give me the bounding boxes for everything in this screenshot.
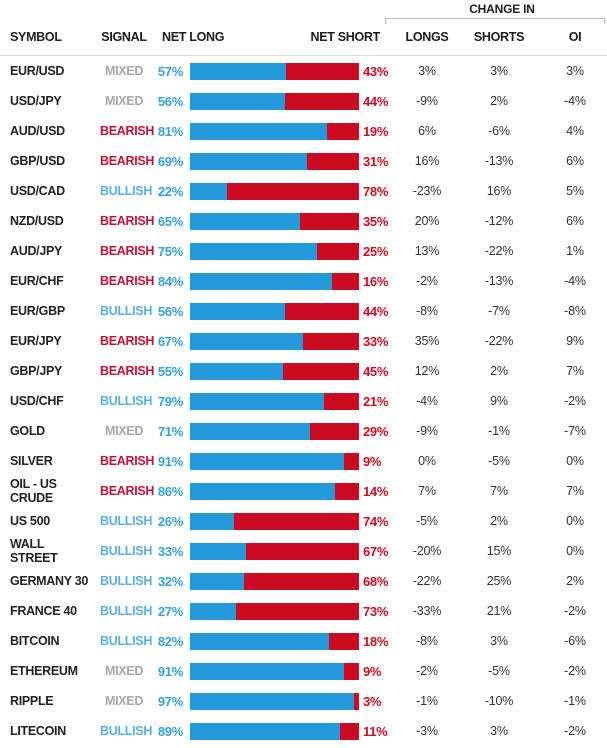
- symbol-link[interactable]: USD/JPY: [10, 94, 62, 108]
- net-short-value: 67%: [363, 543, 389, 559]
- signal-label: BULLISH: [100, 514, 153, 528]
- net-short-value: 19%: [363, 123, 389, 139]
- symbol-link[interactable]: NZD/USD: [10, 214, 64, 228]
- symbol-link[interactable]: SILVER: [10, 454, 53, 468]
- change-shorts-value: 16%: [486, 184, 512, 198]
- net-short-value: 43%: [363, 63, 389, 79]
- table-row[interactable]: [10, 206, 607, 236]
- change-longs-value: -4%: [416, 394, 438, 408]
- net-short-value: 29%: [363, 423, 389, 439]
- sentiment-bar: [190, 333, 359, 350]
- change-oi-value: -2%: [564, 724, 586, 738]
- net-long-value: 32%: [157, 573, 183, 589]
- change-longs-value: -20%: [412, 544, 442, 558]
- sentiment-bar: [190, 273, 359, 290]
- long-bar-segment: [190, 363, 283, 380]
- change-shorts-value: -5%: [488, 454, 510, 468]
- net-long-value: 71%: [157, 423, 183, 439]
- net-long-value: 69%: [157, 153, 183, 169]
- signal-label: BEARISH: [100, 274, 155, 288]
- change-longs-value: -9%: [416, 94, 438, 108]
- table-row[interactable]: [10, 566, 607, 596]
- long-bar-segment: [190, 723, 340, 740]
- symbol-link[interactable]: BITCOIN: [10, 634, 60, 648]
- net-long-value: 75%: [157, 243, 183, 259]
- change-oi-value: 5%: [566, 184, 584, 198]
- net-long-value: 82%: [157, 633, 183, 649]
- change-oi-value: 2%: [566, 574, 584, 588]
- signal-label: BEARISH: [100, 484, 155, 498]
- change-shorts-value: 2%: [490, 514, 508, 528]
- change-shorts-value: -1%: [488, 424, 510, 438]
- net-long-value: 91%: [157, 453, 183, 469]
- long-bar-segment: [190, 63, 286, 80]
- net-long-value: 57%: [157, 63, 183, 79]
- sentiment-bar: [190, 243, 359, 260]
- sentiment-bar: [190, 633, 359, 650]
- change-shorts-value: 3%: [490, 634, 508, 648]
- short-bar-segment: [327, 123, 359, 140]
- table-row[interactable]: [10, 296, 607, 326]
- change-oi-value: -2%: [564, 394, 586, 408]
- change-oi-value: 7%: [566, 484, 584, 498]
- change-longs-value: 6%: [418, 124, 436, 138]
- long-bar-segment: [190, 213, 300, 230]
- change-oi-value: -2%: [564, 604, 586, 618]
- table-row[interactable]: [10, 716, 607, 746]
- table-row[interactable]: [10, 506, 607, 536]
- short-bar-segment: [234, 513, 359, 530]
- signal-label: BULLISH: [100, 634, 153, 648]
- long-bar-segment: [190, 423, 310, 440]
- column-header-net-long: NET LONG: [162, 30, 225, 44]
- change-shorts-value: -7%: [488, 304, 510, 318]
- signal-label: MIXED: [104, 64, 144, 78]
- signal-label: MIXED: [104, 424, 144, 438]
- long-bar-segment: [190, 633, 329, 650]
- table-row[interactable]: [10, 386, 607, 416]
- change-shorts-value: 21%: [486, 604, 512, 618]
- signal-label: BULLISH: [100, 604, 153, 618]
- change-oi-value: -4%: [564, 274, 586, 288]
- sentiment-bar: [190, 63, 359, 80]
- symbol-link[interactable]: AUD/JPY: [10, 244, 63, 258]
- column-header-net-short: NET SHORT: [310, 30, 380, 44]
- symbol-link[interactable]: EUR/GBP: [10, 304, 65, 318]
- column-header-change-longs: LONGS: [405, 30, 449, 44]
- net-long-value: 26%: [157, 513, 183, 529]
- table-row[interactable]: [10, 446, 607, 476]
- long-bar-segment: [190, 153, 307, 170]
- change-longs-value: -9%: [416, 424, 438, 438]
- short-bar-segment: [303, 333, 359, 350]
- signal-label: MIXED: [104, 664, 144, 678]
- change-oi-value: -4%: [564, 94, 586, 108]
- column-header-signal: SIGNAL: [101, 30, 147, 44]
- short-bar-segment: [310, 423, 359, 440]
- short-bar-segment: [317, 243, 359, 260]
- short-bar-segment: [283, 363, 359, 380]
- change-longs-value: 16%: [414, 154, 440, 168]
- symbol-link[interactable]: USD/CHF: [10, 394, 64, 408]
- change-shorts-value: 2%: [490, 364, 508, 378]
- sentiment-bar: [190, 573, 359, 590]
- change-longs-value: -1%: [416, 694, 438, 708]
- table-row[interactable]: [10, 56, 607, 86]
- net-short-value: 11%: [363, 723, 388, 739]
- long-bar-segment: [190, 513, 234, 530]
- symbol-link[interactable]: EUR/CHF: [10, 274, 64, 288]
- table-row[interactable]: [10, 626, 607, 656]
- signal-label: BULLISH: [100, 304, 153, 318]
- sentiment-bar: [190, 483, 359, 500]
- symbol-link[interactable]: EUR/JPY: [10, 334, 62, 348]
- long-bar-segment: [190, 543, 246, 560]
- symbol-link[interactable]: AUD/USD: [10, 124, 65, 138]
- sentiment-bar: [190, 543, 359, 560]
- table-row[interactable]: [10, 656, 607, 686]
- symbol-link[interactable]: RIPPLE: [10, 694, 54, 708]
- change-longs-value: -2%: [416, 274, 438, 288]
- net-long-value: 55%: [157, 363, 183, 379]
- symbol-link[interactable]: OIL - US CRUDE: [10, 477, 57, 505]
- table-row[interactable]: [10, 416, 607, 446]
- change-oi-value: 9%: [566, 334, 584, 348]
- net-short-value: 35%: [363, 213, 389, 229]
- short-bar-segment: [246, 543, 359, 560]
- table-row[interactable]: [10, 176, 607, 206]
- table-row[interactable]: [10, 86, 607, 116]
- symbol-link[interactable]: EUR/USD: [10, 64, 65, 78]
- net-long-value: 79%: [157, 393, 183, 409]
- change-longs-value: 13%: [414, 244, 440, 258]
- signal-label: BEARISH: [100, 334, 155, 348]
- table-row[interactable]: [10, 596, 607, 626]
- signal-label: BEARISH: [100, 364, 155, 378]
- sentiment-bar: [190, 303, 359, 320]
- net-short-value: 16%: [363, 273, 389, 289]
- net-long-value: 33%: [157, 543, 183, 559]
- net-long-value: 65%: [157, 213, 183, 229]
- sentiment-bar: [190, 363, 359, 380]
- net-short-value: 14%: [363, 483, 389, 499]
- change-longs-value: 7%: [418, 484, 436, 498]
- short-bar-segment: [344, 453, 359, 470]
- change-oi-value: 7%: [566, 364, 584, 378]
- long-bar-segment: [190, 93, 285, 110]
- change-in-label: CHANGE IN: [469, 2, 535, 16]
- change-longs-value: -5%: [416, 514, 438, 528]
- sentiment-rows: [10, 56, 607, 746]
- change-longs-value: 12%: [414, 364, 440, 378]
- change-longs-value: -8%: [416, 634, 438, 648]
- table-row[interactable]: [10, 236, 607, 266]
- sentiment-bar: [190, 603, 359, 620]
- long-bar-segment: [190, 603, 236, 620]
- long-bar-segment: [190, 573, 244, 590]
- net-long-value: 56%: [157, 93, 183, 109]
- change-longs-value: 35%: [414, 334, 440, 348]
- sentiment-bar: [190, 123, 359, 140]
- change-oi-value: 6%: [566, 154, 584, 168]
- change-oi-value: 4%: [566, 124, 584, 138]
- net-short-value: 45%: [363, 363, 389, 379]
- change-oi-value: -8%: [564, 304, 586, 318]
- table-row[interactable]: [10, 266, 607, 296]
- table-row[interactable]: [10, 146, 607, 176]
- table-row[interactable]: [10, 686, 607, 716]
- change-longs-value: -22%: [412, 574, 442, 588]
- short-bar-segment: [332, 273, 359, 290]
- change-shorts-value: -10%: [484, 694, 514, 708]
- short-bar-segment: [335, 483, 359, 500]
- symbol-link[interactable]: GOLD: [10, 424, 45, 438]
- signal-label: BEARISH: [100, 244, 155, 258]
- table-row[interactable]: [10, 326, 607, 356]
- signal-label: BULLISH: [100, 184, 153, 198]
- change-oi-value: 0%: [566, 544, 584, 558]
- net-short-value: 44%: [363, 93, 389, 109]
- short-bar-segment: [340, 723, 359, 740]
- sentiment-bar: [190, 423, 359, 440]
- long-bar-segment: [190, 123, 327, 140]
- sentiment-bar: [190, 393, 359, 410]
- net-short-value: 18%: [363, 633, 389, 649]
- net-short-value: 3%: [363, 693, 382, 709]
- sentiment-bar: [190, 183, 359, 200]
- signal-label: MIXED: [104, 694, 144, 708]
- change-shorts-value: -13%: [484, 154, 514, 168]
- net-long-value: 22%: [157, 183, 183, 199]
- symbol-link[interactable]: WALL STREET: [10, 537, 58, 565]
- short-bar-segment: [344, 663, 359, 680]
- symbol-link[interactable]: GBP/USD: [10, 154, 65, 168]
- change-longs-value: 20%: [414, 214, 440, 228]
- net-short-value: 9%: [363, 663, 382, 679]
- sentiment-bar: [190, 93, 359, 110]
- change-shorts-value: -5%: [488, 664, 510, 678]
- signal-label: BEARISH: [100, 154, 155, 168]
- change-longs-value: -2%: [416, 664, 438, 678]
- change-longs-value: -23%: [412, 184, 442, 198]
- net-short-value: 78%: [363, 183, 389, 199]
- signal-label: BULLISH: [100, 544, 153, 558]
- change-shorts-value: -22%: [484, 244, 514, 258]
- signal-label: BULLISH: [100, 394, 153, 408]
- net-short-value: 25%: [363, 243, 389, 259]
- net-long-value: 84%: [157, 273, 183, 289]
- change-longs-value: -33%: [412, 604, 442, 618]
- sentiment-bar: [190, 453, 359, 470]
- change-oi-value: -7%: [564, 424, 586, 438]
- change-shorts-value: -13%: [484, 274, 514, 288]
- change-oi-value: 0%: [566, 514, 584, 528]
- long-bar-segment: [190, 393, 324, 410]
- change-oi-value: 0%: [566, 454, 584, 468]
- table-header: [10, 0, 607, 56]
- long-bar-segment: [190, 273, 332, 290]
- net-short-value: 73%: [363, 603, 389, 619]
- signal-label: BULLISH: [100, 574, 153, 588]
- change-shorts-value: 9%: [490, 394, 508, 408]
- net-long-value: 27%: [157, 603, 183, 619]
- change-oi-value: -2%: [564, 664, 586, 678]
- table-row[interactable]: [10, 116, 607, 146]
- long-bar-segment: [190, 333, 303, 350]
- change-oi-value: 6%: [566, 214, 584, 228]
- net-short-value: 31%: [363, 153, 389, 169]
- long-bar-segment: [190, 183, 227, 200]
- net-short-value: 74%: [363, 513, 389, 529]
- change-longs-value: -8%: [416, 304, 438, 318]
- signal-label: BEARISH: [100, 124, 155, 138]
- net-short-value: 68%: [363, 573, 389, 589]
- net-short-value: 9%: [363, 453, 382, 469]
- change-in-group-header: [399, 2, 607, 24]
- net-long-value: 89%: [157, 723, 183, 739]
- sentiment-bar: [190, 153, 359, 170]
- table-row[interactable]: [10, 476, 607, 506]
- short-bar-segment: [300, 213, 359, 230]
- change-oi-value: -6%: [564, 634, 586, 648]
- short-bar-segment: [324, 393, 360, 410]
- net-short-value: 33%: [363, 333, 389, 349]
- change-shorts-value: 15%: [486, 544, 512, 558]
- signal-label: BEARISH: [100, 454, 155, 468]
- symbol-link[interactable]: ETHEREUM: [10, 664, 78, 678]
- sentiment-bar: [190, 213, 359, 230]
- long-bar-segment: [190, 303, 285, 320]
- net-long-value: 86%: [157, 483, 183, 499]
- short-bar-segment: [236, 603, 359, 620]
- column-header-change-shorts: SHORTS: [473, 30, 525, 44]
- column-header-change-oi: OI: [568, 30, 582, 44]
- short-bar-segment: [227, 183, 359, 200]
- change-longs-value: 0%: [418, 454, 436, 468]
- change-shorts-value: 2%: [490, 94, 508, 108]
- change-oi-value: 1%: [566, 244, 584, 258]
- long-bar-segment: [190, 453, 344, 470]
- table-row[interactable]: [10, 536, 607, 566]
- sentiment-bar: [190, 693, 359, 710]
- change-shorts-value: -12%: [484, 214, 514, 228]
- change-in-bracket-line: [385, 18, 605, 24]
- net-long-value: 56%: [157, 303, 183, 319]
- change-shorts-value: -6%: [488, 124, 510, 138]
- net-short-value: 44%: [363, 303, 389, 319]
- change-longs-value: -3%: [416, 724, 438, 738]
- change-longs-value: 3%: [418, 64, 436, 78]
- short-bar-segment: [285, 303, 359, 320]
- symbol-link[interactable]: GERMANY 30: [10, 574, 89, 588]
- symbol-link[interactable]: LITECOIN: [10, 724, 66, 738]
- sentiment-bar: [190, 663, 359, 680]
- short-bar-segment: [329, 633, 359, 650]
- symbol-link[interactable]: US 500: [10, 514, 50, 528]
- net-long-value: 81%: [157, 123, 183, 139]
- net-short-value: 21%: [363, 393, 389, 409]
- change-shorts-value: 3%: [490, 64, 508, 78]
- change-oi-value: 3%: [566, 64, 584, 78]
- sentiment-bar: [190, 723, 359, 740]
- long-bar-segment: [190, 693, 354, 710]
- net-long-value: 67%: [157, 333, 183, 349]
- long-bar-segment: [190, 483, 335, 500]
- change-shorts-value: -22%: [484, 334, 514, 348]
- sentiment-bar: [190, 513, 359, 530]
- short-bar-segment: [244, 573, 359, 590]
- net-long-value: 97%: [157, 693, 183, 709]
- change-shorts-value: 25%: [486, 574, 512, 588]
- net-long-value: 91%: [157, 663, 183, 679]
- change-shorts-value: 7%: [490, 484, 508, 498]
- signal-label: MIXED: [104, 94, 144, 108]
- symbol-link[interactable]: GBP/JPY: [10, 364, 63, 378]
- signal-label: BULLISH: [100, 724, 153, 738]
- long-bar-segment: [190, 663, 344, 680]
- change-oi-value: -1%: [564, 694, 586, 708]
- short-bar-segment: [307, 153, 359, 170]
- change-shorts-value: 3%: [490, 724, 508, 738]
- symbol-link[interactable]: USD/CAD: [10, 184, 65, 198]
- signal-label: BEARISH: [100, 214, 155, 228]
- short-bar-segment: [285, 93, 359, 110]
- long-bar-segment: [190, 243, 317, 260]
- short-bar-segment: [286, 63, 359, 80]
- symbol-link[interactable]: FRANCE 40: [10, 604, 77, 618]
- table-row[interactable]: [10, 356, 607, 386]
- column-header-symbol: SYMBOL: [10, 30, 62, 44]
